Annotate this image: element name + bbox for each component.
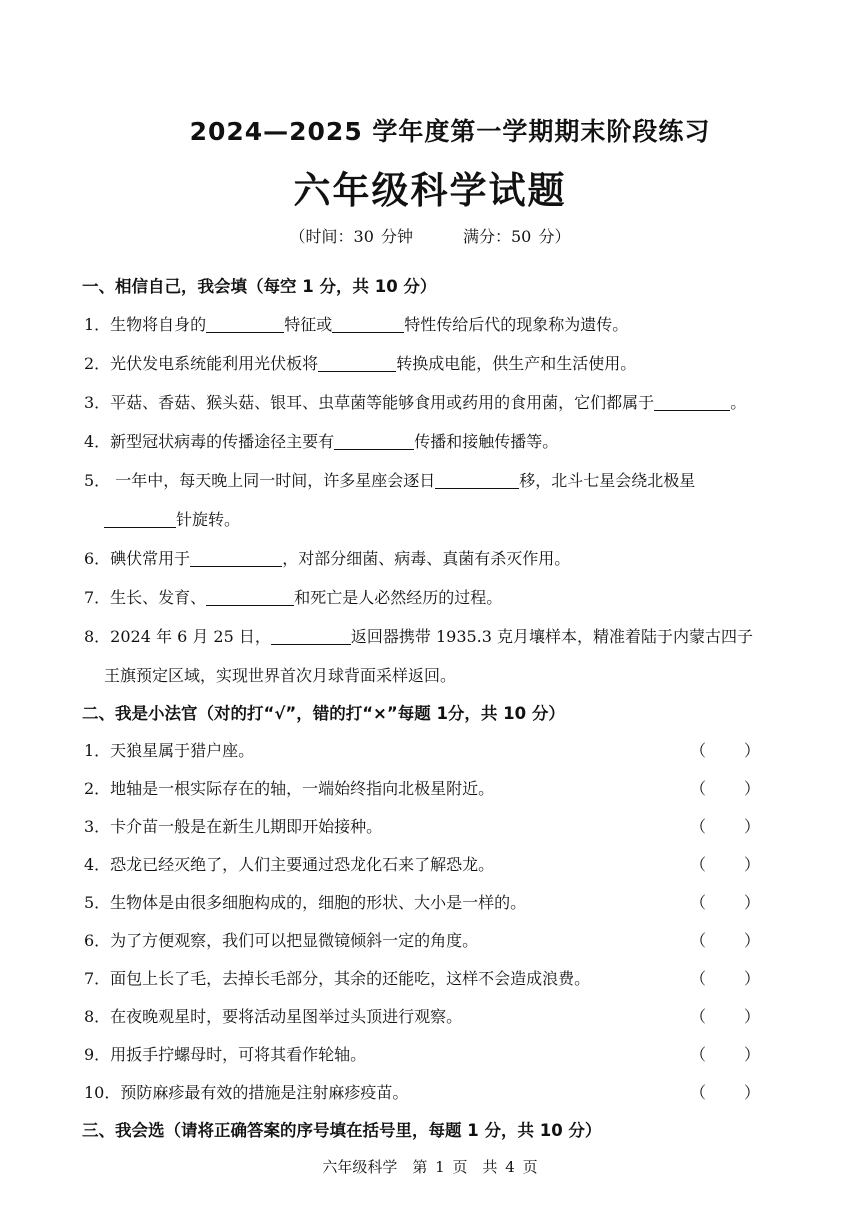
answer-parentheses[interactable]: （ ） (690, 931, 760, 950)
answer-blank[interactable] (654, 394, 730, 411)
exam-title: 2024—2025 学年度第一学期期末阶段练习 (189, 117, 711, 146)
judge-question-5: 5．生物体是由很多细胞构成的，细胞的形状、大小是一样的。 (84, 893, 527, 912)
fill-question-5-continued: 针旋转。 (104, 507, 240, 530)
exam-time: （时间：30 分钟 (289, 227, 413, 246)
answer-blank[interactable] (332, 316, 404, 333)
section-2-heading: 二、我是小法官（对的打“√”，错的打“×”每题 1分，共 10 分） (82, 704, 565, 723)
judge-question-4: 4．恐龙已经灭绝了，人们主要通过恐龙化石来了解恐龙。 (84, 855, 495, 874)
answer-parentheses[interactable]: （ ） (690, 741, 760, 760)
fill-question-8-continued: 王旗预定区域，实现世界首次月球背面采样返回。 (104, 666, 457, 685)
fill-question-6: 6．碘伏常用于 ，对部分细菌、病毒、真菌有杀灭作用。 (84, 549, 571, 568)
exam-subtitle: 六年级科学试题 (293, 169, 567, 212)
fill-question-3: 3．平菇、香菇、猴头菇、银耳、虫草菌等能够食用或药用的食用菌，它们都属于 。 (84, 393, 747, 412)
judge-question-3: 3．卡介苗一般是在新生儿期即开始接种。 (84, 817, 383, 836)
page-footer: 六年级科学 第 1 页 共 4 页 (322, 1158, 538, 1176)
exam-score: 满分：50 分） (463, 227, 571, 246)
answer-parentheses[interactable]: （ ） (690, 817, 760, 836)
section-3-heading: 三、我会选（请将正确答案的序号填在括号里，每题 1 分，共 10 分） (82, 1121, 602, 1140)
answer-parentheses[interactable]: （ ） (690, 1083, 760, 1102)
answer-blank[interactable] (334, 433, 414, 450)
judge-question-2: 2．地轴是一根实际存在的轴，一端始终指向北极星附近。 (84, 779, 495, 798)
answer-blank[interactable] (206, 589, 294, 606)
fill-question-7: 7．生长、发育、 和死亡是人必然经历的过程。 (84, 588, 503, 607)
section-1-heading: 一、相信自己，我会填（每空 1 分，共 10 分） (82, 277, 437, 296)
judge-question-10: 10．预防麻疹最有效的措施是注射麻疹疫苗。 (84, 1083, 409, 1102)
answer-parentheses[interactable]: （ ） (690, 855, 760, 874)
fill-question-1: 1．生物将自身的 特征或 特性传给后代的现象称为遗传。 (84, 315, 629, 334)
judge-question-9: 9．用扳手拧螺母时，可将其看作轮轴。 (84, 1045, 367, 1064)
answer-blank[interactable] (318, 355, 396, 372)
judge-question-1: 1．天狼星属于猎户座。 (84, 741, 255, 760)
fill-question-8: 8．2024 年 6 月 25 日， 返回器携带 1935.3 克月壤样本，精准着陆于内蒙古四子 (84, 627, 754, 646)
exam-meta (0, 224, 860, 247)
answer-blank[interactable] (435, 472, 519, 489)
answer-blank[interactable] (104, 511, 176, 528)
fill-question-2: 2．光伏发电系统能利用光伏板将 转换成电能，供生产和生活使用。 (84, 354, 637, 373)
judge-question-8: 8．在夜晚观星时，要将活动星图举过头顶进行观察。 (84, 1007, 463, 1026)
answer-blank[interactable] (206, 316, 284, 333)
answer-blank[interactable] (271, 628, 351, 645)
fill-question-5: 5． 一年中，每天晚上同一时间，许多星座会逐日 移，北斗七星会绕北极星 (84, 471, 696, 490)
answer-parentheses[interactable]: （ ） (690, 893, 760, 912)
answer-blank[interactable] (190, 550, 282, 567)
answer-parentheses[interactable]: （ ） (690, 1045, 760, 1064)
fill-question-4: 4．新型冠状病毒的传播途径主要有 传播和接触传播等。 (84, 432, 559, 451)
judge-question-6: 6．为了方便观察，我们可以把显微镜倾斜一定的角度。 (84, 931, 479, 950)
answer-parentheses[interactable]: （ ） (690, 779, 760, 798)
answer-parentheses[interactable]: （ ） (690, 1007, 760, 1026)
answer-parentheses[interactable]: （ ） (690, 969, 760, 988)
judge-question-7: 7．面包上长了毛，去掉长毛部分，其余的还能吃，这样不会造成浪费。 (84, 969, 591, 988)
